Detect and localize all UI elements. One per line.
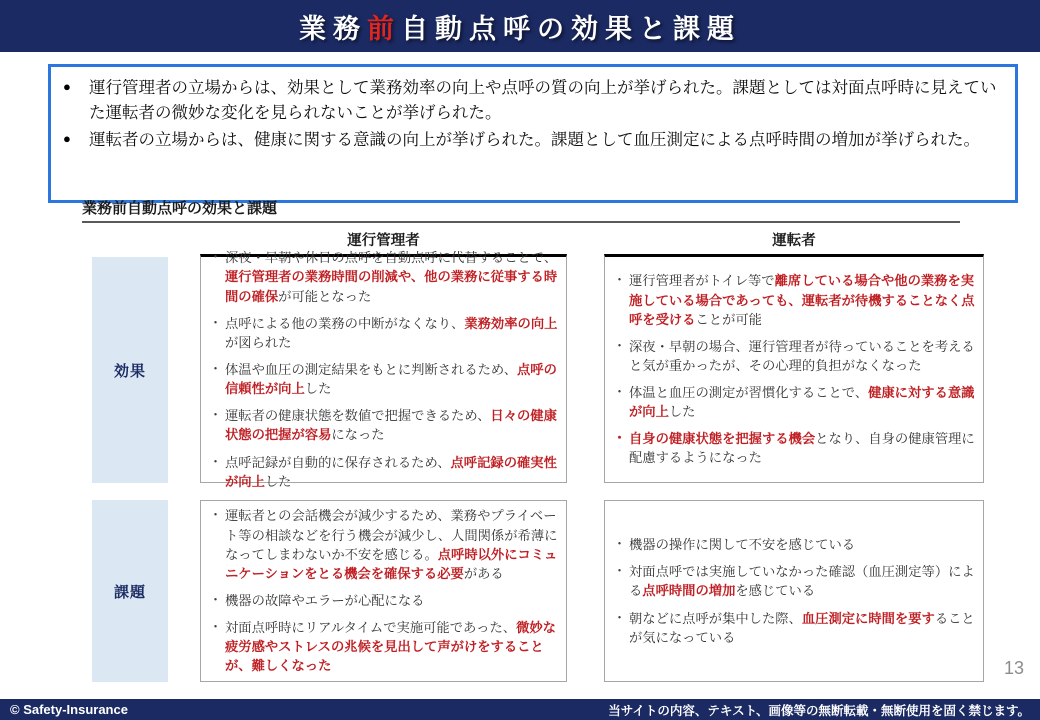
column-header-operation-manager: 運行管理者 bbox=[347, 233, 420, 249]
bullet-marker-icon: ・ bbox=[613, 272, 627, 288]
body-text: 点呼記録が自動的に保存されるため、 bbox=[225, 454, 451, 470]
cell-bullet bbox=[613, 383, 975, 421]
body-text: を感じている bbox=[735, 583, 816, 599]
cell-bullet-text bbox=[225, 314, 558, 352]
cell-bullet-text bbox=[225, 406, 558, 444]
bullet-marker-icon: ・ bbox=[209, 507, 223, 523]
body-text: 対面点呼時にリアルタイムで実施可能であった、 bbox=[225, 620, 517, 636]
bullet-marker-icon: ・ bbox=[613, 609, 627, 625]
body-text: 体温や血圧の測定結果をもとに判断されるため、 bbox=[225, 361, 517, 377]
page-title bbox=[299, 7, 741, 46]
body-text: 運転者の健康状態を数値で把握できるため、 bbox=[225, 408, 491, 424]
cell-bullet-text bbox=[225, 591, 424, 610]
cell-bullet bbox=[613, 535, 975, 554]
body-text: ことが可能 bbox=[695, 311, 762, 327]
highlight-text: 業務効率の向上 bbox=[464, 315, 558, 331]
cell-bullet bbox=[613, 271, 975, 328]
cell-bullet bbox=[209, 248, 558, 305]
body-text: 運行管理者がトイレ等で bbox=[629, 273, 775, 289]
footer-notice: 当サイトの内容、テキスト、画像等の無断転載・無断使用を固く禁じます。 bbox=[608, 703, 1030, 718]
highlight-text: 日々の健康状態の把握が容易 bbox=[225, 408, 557, 443]
highlight-text: 血圧測定に時間を要す bbox=[801, 610, 935, 626]
cell-issues-driver bbox=[604, 500, 984, 682]
footer-bar bbox=[0, 699, 1040, 720]
bullet-marker-icon: ● bbox=[63, 79, 71, 94]
bullet-marker-icon: ・ bbox=[613, 536, 627, 552]
cell-bullet-text bbox=[629, 562, 975, 600]
summary-bullet bbox=[63, 128, 1001, 153]
highlight-text: 点呼の信頼性が向上 bbox=[225, 361, 557, 397]
body-text: した bbox=[668, 404, 696, 420]
body-text: 対面点呼では実施していなかった確認（血圧測定等）による bbox=[629, 564, 975, 599]
body-text: 運転者との会話機会が減少するため、業務やプライベート等の相談などを行う機会が減少し、人間関係が希薄になってしまわないか不安を感じる。 bbox=[225, 508, 558, 562]
body-text: した bbox=[264, 473, 292, 489]
cell-bullet bbox=[613, 609, 975, 647]
highlight-text: 微妙な疲労感やストレスの兆候を見出して声がけをすることが、難しくなった bbox=[225, 620, 556, 674]
bullet-marker-icon: ・ bbox=[613, 384, 627, 400]
summary-bullet bbox=[63, 76, 1001, 126]
title-segment: 自動点呼の効果と課題 bbox=[401, 13, 741, 44]
body-text: が図られた bbox=[225, 334, 292, 350]
cell-bullet-text bbox=[225, 506, 558, 583]
bullet-marker-icon: ・ bbox=[613, 430, 627, 446]
cell-bullet-text bbox=[225, 248, 558, 305]
body-text: 体温と血圧の測定が習慣化することで、 bbox=[629, 385, 869, 401]
cell-bullet-text bbox=[629, 337, 975, 375]
body-text: 機器の故障やエラーが心配になる bbox=[225, 593, 425, 608]
bullet-marker-icon: ・ bbox=[613, 563, 627, 579]
cell-bullet-text bbox=[225, 453, 558, 491]
page-number: 13 bbox=[1003, 658, 1024, 678]
summary-bullet-text: 運行管理者の立場からは、効果として業務効率の向上や点呼の質の向上が挙げられた。課題としては対面点呼時に見えていた運転者の微妙な変化を見られないことが挙げられた。 bbox=[89, 79, 997, 122]
summary-callout-box bbox=[48, 64, 1018, 203]
body-text: 機器の操作に関して不安を感じている bbox=[629, 537, 856, 553]
bullet-marker-icon: ・ bbox=[613, 337, 627, 353]
body-text: した bbox=[304, 381, 332, 397]
summary-bullet-text: 運転者の立場からは、健康に関する意識の向上が挙げられた。課題として血圧測定による点呼時間の増加が挙げられた。 bbox=[89, 130, 980, 149]
bullet-marker-icon: ・ bbox=[209, 407, 223, 423]
cell-bullet-text bbox=[225, 360, 558, 398]
body-text: 深夜・早朝の場合、運行管理者が待っていることを考えると気が重かったが、その心理的負担がなくなった bbox=[629, 338, 975, 373]
bullet-marker-icon: ・ bbox=[209, 453, 223, 469]
section-heading-rule bbox=[82, 221, 960, 223]
cell-bullet-text bbox=[629, 271, 975, 328]
title-segment-red: 前 bbox=[367, 13, 401, 44]
title-segment: 業務 bbox=[299, 13, 367, 44]
cell-bullet-text bbox=[629, 535, 855, 554]
row-label-effects: 効果 bbox=[92, 257, 168, 483]
cell-bullet bbox=[209, 314, 558, 352]
bullet-marker-icon: ・ bbox=[209, 360, 223, 376]
cell-effects-operation-manager bbox=[200, 249, 567, 489]
bullet-marker-icon: ・ bbox=[209, 249, 223, 265]
column-header-driver: 運転者 bbox=[772, 233, 816, 249]
body-text: が可能となった bbox=[278, 288, 372, 304]
highlight-text: 点呼時以外にコミュニケーションをとる機会を確保する必要 bbox=[225, 546, 558, 581]
highlight-text: 離席している場合や他の業務を実施している場合であっても、運転者が待機することなく点呼を受ける bbox=[629, 273, 975, 327]
highlight-text: 運行管理者の業務時間の削減や、他の業務に従事する時間の確保 bbox=[225, 269, 558, 304]
bullet-marker-icon: ・ bbox=[209, 619, 223, 635]
bullet-marker-icon: ・ bbox=[209, 314, 223, 330]
footer-copyright: © Safety-Insurance bbox=[10, 702, 128, 717]
body-text: 点呼による他の業務の中断がなくなり、 bbox=[225, 315, 465, 331]
body-text: ることが気になっている bbox=[629, 610, 975, 645]
cell-bullet bbox=[613, 337, 975, 375]
body-text: 深夜・早朝や休日の点呼を自動点呼に代替することで、 bbox=[225, 250, 558, 266]
cell-bullet-text bbox=[629, 383, 975, 421]
highlight-text: 点呼時間の増加 bbox=[642, 583, 736, 599]
body-text: がある bbox=[463, 565, 504, 581]
highlight-text: 自身の健康状態を把握する機会 bbox=[629, 431, 816, 447]
title-bar bbox=[0, 0, 1040, 52]
row-label-issues: 課題 bbox=[92, 500, 168, 682]
cell-bullet bbox=[209, 360, 558, 398]
bullet-marker-icon: ● bbox=[63, 130, 71, 146]
section-heading: 業務前自動点呼の効果と課題 bbox=[82, 200, 278, 217]
highlight-text: 点呼記録の確実性が向上 bbox=[225, 454, 557, 489]
body-text: となり、自身の健康管理に配慮するようになった bbox=[629, 431, 975, 466]
cell-bullet bbox=[209, 618, 558, 675]
cell-bullet-text bbox=[225, 618, 558, 675]
bullet-marker-icon: ・ bbox=[209, 592, 223, 607]
cell-bullet bbox=[613, 562, 975, 600]
cell-bullet-text bbox=[629, 429, 975, 467]
cell-bullet bbox=[209, 453, 558, 491]
cell-bullet bbox=[209, 506, 558, 583]
cell-bullet bbox=[613, 429, 975, 467]
cell-bullet bbox=[209, 406, 558, 444]
highlight-text: 健康に対する意識が向上 bbox=[629, 385, 975, 420]
cell-bullet bbox=[209, 591, 558, 610]
cell-effects-driver bbox=[604, 254, 984, 483]
body-text: になった bbox=[331, 427, 385, 443]
cell-bullet-text bbox=[629, 609, 975, 647]
cell-issues-operation-manager bbox=[200, 500, 567, 682]
body-text: 朝などに点呼が集中した際、 bbox=[629, 610, 802, 626]
